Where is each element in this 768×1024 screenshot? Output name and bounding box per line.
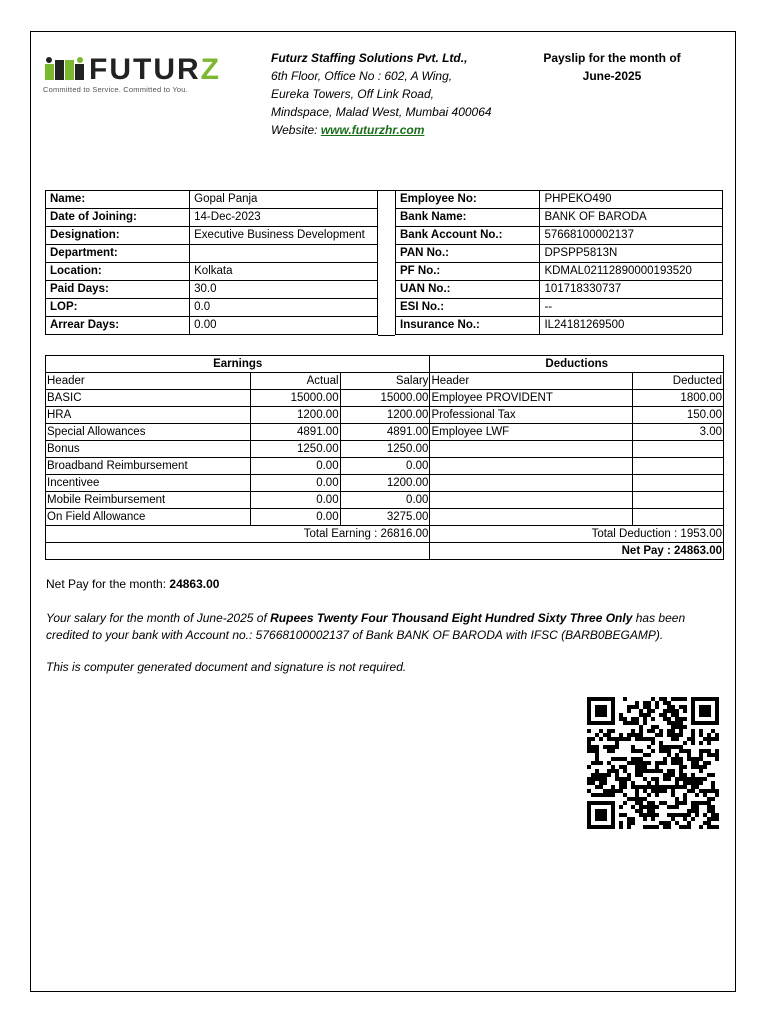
- info-label: Name:: [46, 191, 190, 209]
- info-row: [46, 227, 378, 245]
- info-divider: [378, 190, 395, 336]
- info-value: IL24181269500: [540, 317, 723, 335]
- earning-header: Broadband Reimbursement: [46, 458, 251, 475]
- earning-actual: 15000.00: [250, 390, 340, 407]
- deduction-header: [430, 475, 633, 492]
- computer-generated-note: This is computer generated document and signature is not required.: [46, 660, 407, 674]
- info-value: 14-Dec-2023: [190, 209, 378, 227]
- payslip-title: Payslip for the month of: [543, 51, 681, 65]
- info-row: [46, 263, 378, 281]
- info-label: PAN No.:: [396, 245, 540, 263]
- table-row: [46, 509, 724, 526]
- info-label: Bank Name:: [396, 209, 540, 227]
- payslip-page: [30, 31, 736, 992]
- logo-tagline: Committed to Service. Committed to You.: [43, 85, 188, 94]
- info-value: 0.00: [190, 317, 378, 335]
- deduction-header: Employee PROVIDENT: [430, 390, 633, 407]
- logo-wordmark: FUTURZ: [89, 53, 221, 86]
- earning-salary: 0.00: [340, 458, 430, 475]
- net-pay-blank: [46, 543, 430, 560]
- info-row: [46, 299, 378, 317]
- info-row: [46, 317, 378, 335]
- deductions-col-deducted: Deducted: [633, 373, 724, 390]
- info-row: [396, 191, 723, 209]
- deduction-amount: [633, 509, 724, 526]
- payslip-month: June-2025: [582, 69, 642, 83]
- earning-header: Bonus: [46, 441, 251, 458]
- info-row: [396, 317, 723, 335]
- info-label: Date of Joining:: [46, 209, 190, 227]
- info-row: [46, 191, 378, 209]
- deduction-header: [430, 492, 633, 509]
- earnings-col-header: Header: [46, 373, 251, 390]
- deduction-header: Employee LWF: [430, 424, 633, 441]
- table-row: [46, 492, 724, 509]
- earning-salary: 3275.00: [340, 509, 430, 526]
- earnings-title: Earnings: [46, 356, 430, 373]
- info-label: LOP:: [46, 299, 190, 317]
- company-address-block: [271, 49, 492, 139]
- payslip-heading: [531, 49, 693, 85]
- earning-header: BASIC: [46, 390, 251, 407]
- earning-salary: 4891.00: [340, 424, 430, 441]
- info-row: [396, 245, 723, 263]
- info-value: 0.0: [190, 299, 378, 317]
- totals-row: [46, 526, 724, 543]
- deduction-header: Professional Tax: [430, 407, 633, 424]
- info-value: BANK OF BARODA: [540, 209, 723, 227]
- info-label: Paid Days:: [46, 281, 190, 299]
- deduction-header: [430, 441, 633, 458]
- earning-header: HRA: [46, 407, 251, 424]
- info-row: [46, 245, 378, 263]
- info-label: Location:: [46, 263, 190, 281]
- info-label: Bank Account No.:: [396, 227, 540, 245]
- deduction-amount: [633, 458, 724, 475]
- qr-code-icon: [587, 697, 719, 829]
- earning-salary: 0.00: [340, 492, 430, 509]
- earning-salary: 1250.00: [340, 441, 430, 458]
- info-value: Executive Business Development: [190, 227, 378, 245]
- earning-header: Incentivee: [46, 475, 251, 492]
- info-label: Insurance No.:: [396, 317, 540, 335]
- info-value: DPSPP5813N: [540, 245, 723, 263]
- info-row: [396, 263, 723, 281]
- table-row: [46, 458, 724, 475]
- company-name: Futurz Staffing Solutions Pvt. Ltd.,: [271, 51, 468, 65]
- deduction-amount: 150.00: [633, 407, 724, 424]
- deduction-header: [430, 458, 633, 475]
- deduction-amount: 1800.00: [633, 390, 724, 407]
- deduction-amount: [633, 492, 724, 509]
- earning-salary: 15000.00: [340, 390, 430, 407]
- net-pay-row: [46, 543, 724, 560]
- deduction-amount: [633, 475, 724, 492]
- table-row: [46, 475, 724, 492]
- net-pay-line: Net Pay for the month: 24863.00: [46, 577, 220, 591]
- employee-info-left: [45, 190, 378, 335]
- earning-header: Mobile Reimbursement: [46, 492, 251, 509]
- earning-header: On Field Allowance: [46, 509, 251, 526]
- info-row: [396, 227, 723, 245]
- website-row: Website: www.futurzhr.com: [271, 123, 425, 137]
- info-label: PF No.:: [396, 263, 540, 281]
- credit-note: Your salary for the month of June-2025 of Rupees Twenty Four Thousand Eight Hundred Sixty Three Only has been credited to your bank with Account no.: 57668100002137 of Bank BANK OF BARODA with IFSC (BARB0BEGAMP).: [46, 611, 686, 642]
- earnings-col-salary: Salary: [340, 373, 430, 390]
- info-label: ESI No.:: [396, 299, 540, 317]
- earning-actual: 1250.00: [250, 441, 340, 458]
- net-pay-total: Net Pay : 24863.00: [430, 543, 724, 560]
- deduction-header: [430, 509, 633, 526]
- table-row: [46, 441, 724, 458]
- info-value: Kolkata: [190, 263, 378, 281]
- net-pay-value: 24863.00: [169, 577, 220, 591]
- deductions-title: Deductions: [430, 356, 724, 373]
- info-value: [190, 245, 378, 263]
- info-row: [396, 299, 723, 317]
- info-label: Designation:: [46, 227, 190, 245]
- info-label: UAN No.:: [396, 281, 540, 299]
- table-row: [46, 407, 724, 424]
- employee-info-right: [395, 190, 723, 335]
- table-row: [46, 390, 724, 407]
- info-row: [396, 209, 723, 227]
- total-deduction: Total Deduction : 1953.00: [430, 526, 724, 543]
- info-value: 101718330737: [540, 281, 723, 299]
- address-line-1: 6th Floor, Office No : 602, A Wing,: [271, 69, 453, 83]
- info-row: [46, 281, 378, 299]
- info-value: KDMAL02112890000193520: [540, 263, 723, 281]
- logo-hands-icon: [43, 56, 87, 84]
- info-value: 57668100002137: [540, 227, 723, 245]
- info-label: Employee No:: [396, 191, 540, 209]
- deduction-amount: [633, 441, 724, 458]
- info-label: Department:: [46, 245, 190, 263]
- info-value: PHPEKO490: [540, 191, 723, 209]
- info-row: [396, 281, 723, 299]
- earning-header: Special Allowances: [46, 424, 251, 441]
- company-logo: [43, 54, 248, 96]
- earning-actual: 0.00: [250, 475, 340, 492]
- earning-actual: 0.00: [250, 509, 340, 526]
- address-line-2: Eureka Towers, Off Link Road,: [271, 87, 434, 101]
- info-row: [46, 209, 378, 227]
- info-value: --: [540, 299, 723, 317]
- earning-actual: 0.00: [250, 492, 340, 509]
- info-value: Gopal Panja: [190, 191, 378, 209]
- total-earning: Total Earning : 26816.00: [46, 526, 430, 543]
- earnings-deductions-table: [45, 355, 724, 560]
- address-line-3: Mindspace, Malad West, Mumbai 400064: [271, 105, 492, 119]
- earnings-col-actual: Actual: [250, 373, 340, 390]
- earning-actual: 4891.00: [250, 424, 340, 441]
- earning-salary: 1200.00: [340, 475, 430, 492]
- deductions-col-header: Header: [430, 373, 633, 390]
- amount-in-words: Rupees Twenty Four Thousand Eight Hundred Sixty Three Only: [270, 611, 633, 625]
- earning-salary: 1200.00: [340, 407, 430, 424]
- deduction-amount: 3.00: [633, 424, 724, 441]
- earning-actual: 1200.00: [250, 407, 340, 424]
- info-value: 30.0: [190, 281, 378, 299]
- earning-actual: 0.00: [250, 458, 340, 475]
- website-link[interactable]: www.futurzhr.com: [320, 123, 425, 137]
- table-row: [46, 424, 724, 441]
- info-label: Arrear Days:: [46, 317, 190, 335]
